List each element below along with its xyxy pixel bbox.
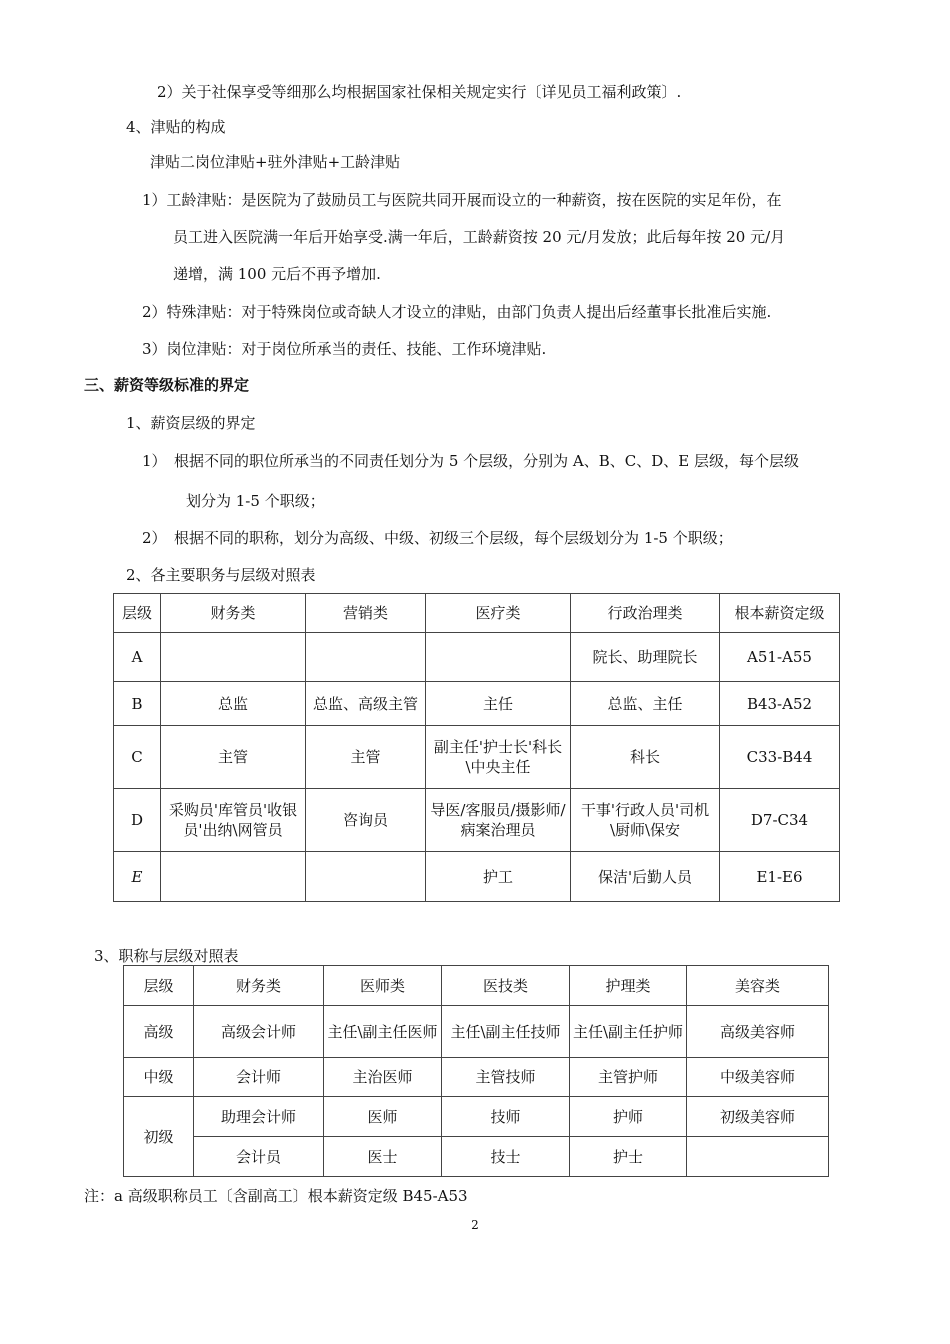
table-cell: [161, 852, 306, 902]
level-cell: D: [114, 789, 161, 852]
table-row: [114, 682, 840, 726]
table-cell: 会计员: [194, 1137, 324, 1177]
title-level-table: [123, 965, 829, 1177]
table-header-row: [114, 594, 840, 633]
table-cell: 主任\副主任医师: [324, 1006, 442, 1058]
table-cell: [306, 633, 426, 682]
table-cell: 助理会计师: [194, 1097, 324, 1137]
table-cell: 医师: [324, 1097, 442, 1137]
table-header-row: [124, 966, 829, 1006]
table-cell: [306, 852, 426, 902]
table-cell: 主任: [426, 682, 571, 726]
paragraph-seniority-allowance-3: 递增，满 100 元后不再予增加.: [173, 265, 381, 283]
table-cell: 干事'行政人员'司机\厨师\保安: [571, 789, 720, 852]
header-cell: 财务类: [194, 966, 324, 1006]
header-cell: 层级: [124, 966, 194, 1006]
header-cell: 医疗类: [426, 594, 571, 633]
header-cell: 层级: [114, 594, 161, 633]
table-cell: 院长、助理院长: [571, 633, 720, 682]
paragraph-level-by-position-2: 划分为 1-5 个职级；: [186, 492, 325, 510]
table-cell: A51-A55: [720, 633, 840, 682]
level-cell: 初级: [124, 1097, 194, 1177]
table-cell: 高级会计师: [194, 1006, 324, 1058]
table-row: [124, 1006, 829, 1058]
table-cell: [161, 633, 306, 682]
table-cell: 导医/客服员/摄影师/病案治理员: [426, 789, 571, 852]
level-cell: B: [114, 682, 161, 726]
level-cell: C: [114, 726, 161, 789]
table-cell: 总监、主任: [571, 682, 720, 726]
header-cell: 营销类: [306, 594, 426, 633]
table-cell: 主任\副主任技师: [442, 1006, 570, 1058]
table-cell: 主任\副主任护师: [570, 1006, 687, 1058]
level-cell: E: [114, 852, 161, 902]
table-cell: 中级美容师: [687, 1058, 829, 1097]
table-cell: 护士: [570, 1137, 687, 1177]
section-heading-3: 三、薪资等级标准的界定: [84, 376, 250, 394]
table-cell: 技士: [442, 1137, 570, 1177]
table-cell: E1-E6: [720, 852, 840, 902]
header-cell: 财务类: [161, 594, 306, 633]
paragraph-level-by-position-1: 1） 根据不同的职位所承当的不同责任划分为 5 个层级，分别为 A、B、C、D、E 层级，每个层级: [142, 452, 799, 470]
paragraph-seniority-allowance-1: 1）工龄津贴：是医院为了鼓励员工与医院共同开展而设立的一种薪资，按在医院的实足年份，在: [142, 191, 782, 209]
table-cell: 技师: [442, 1097, 570, 1137]
table-row: [124, 1097, 829, 1137]
table-cell: 保洁'后勤人员: [571, 852, 720, 902]
table-cell: 护师: [570, 1097, 687, 1137]
table-cell: 高级美容师: [687, 1006, 829, 1058]
table-cell: 护工: [426, 852, 571, 902]
table-row: [124, 1137, 829, 1177]
table-cell: 采购员'库管员'收银员'出纳\网管员: [161, 789, 306, 852]
table-cell: 主管: [161, 726, 306, 789]
paragraph-social-security: 2）关于社保享受等细那么均根据国家社保相关规定实行〔详见员工福利政策〕.: [157, 83, 682, 101]
table-row: [114, 789, 840, 852]
heading-salary-level: 1、薪资层级的界定: [126, 414, 256, 432]
table-cell: 总监、高级主管: [306, 682, 426, 726]
heading-position-table: 2、各主要职务与层级对照表: [126, 566, 316, 584]
level-cell: A: [114, 633, 161, 682]
position-level-table: [113, 593, 840, 902]
paragraph-seniority-allowance-2: 员工进入医院满一年后开始享受.满一年后，工龄薪资按 20 元/月发放；此后每年按 20 元/月: [173, 228, 786, 246]
table-cell: 主管护师: [570, 1058, 687, 1097]
table-cell: 主治医师: [324, 1058, 442, 1097]
level-cell: 高级: [124, 1006, 194, 1058]
table-cell: [687, 1137, 829, 1177]
header-cell: 行政治理类: [571, 594, 720, 633]
table-cell: 总监: [161, 682, 306, 726]
table-cell: 会计师: [194, 1058, 324, 1097]
table-row: [114, 726, 840, 789]
paragraph-allowance-formula: 津贴二岗位津贴+驻外津贴+工龄津贴: [150, 153, 401, 171]
page-number: 2: [471, 1218, 479, 1232]
table-cell: B43-A52: [720, 682, 840, 726]
header-cell: 医技类: [442, 966, 570, 1006]
paragraph-level-by-title: 2） 根据不同的职称，划分为高级、中级、初级三个层级，每个层级划分为 1-5 个职级；: [142, 529, 733, 547]
heading-allowance-structure: 4、津贴的构成: [126, 118, 226, 136]
table-row: [114, 852, 840, 902]
header-cell: 医师类: [324, 966, 442, 1006]
table-cell: [426, 633, 571, 682]
table-cell: C33-B44: [720, 726, 840, 789]
header-cell: 根本薪资定级: [720, 594, 840, 633]
table-cell: 医士: [324, 1137, 442, 1177]
paragraph-post-allowance: 3）岗位津贴：对于岗位所承当的责任、技能、工作环境津贴.: [142, 340, 547, 358]
level-cell: 中级: [124, 1058, 194, 1097]
heading-title-table: 3、职称与层级对照表: [94, 947, 239, 965]
table-cell: 副主任'护士长'科长\中央主任: [426, 726, 571, 789]
table-cell: 主管技师: [442, 1058, 570, 1097]
table-cell: D7-C34: [720, 789, 840, 852]
table-row: [124, 1058, 829, 1097]
footnote: 注：a 高级职称员工〔含副高工〕根本薪资定级 B45-A53: [84, 1187, 468, 1205]
table-cell: 初级美容师: [687, 1097, 829, 1137]
table-cell: 主管: [306, 726, 426, 789]
table-row: [114, 633, 840, 682]
table-cell: 科长: [571, 726, 720, 789]
header-cell: 护理类: [570, 966, 687, 1006]
header-cell: 美容类: [687, 966, 829, 1006]
table-cell: 咨询员: [306, 789, 426, 852]
paragraph-special-allowance: 2）特殊津贴：对于特殊岗位或奇缺人才设立的津贴，由部门负责人提出后经董事长批准后实施.: [142, 303, 772, 321]
